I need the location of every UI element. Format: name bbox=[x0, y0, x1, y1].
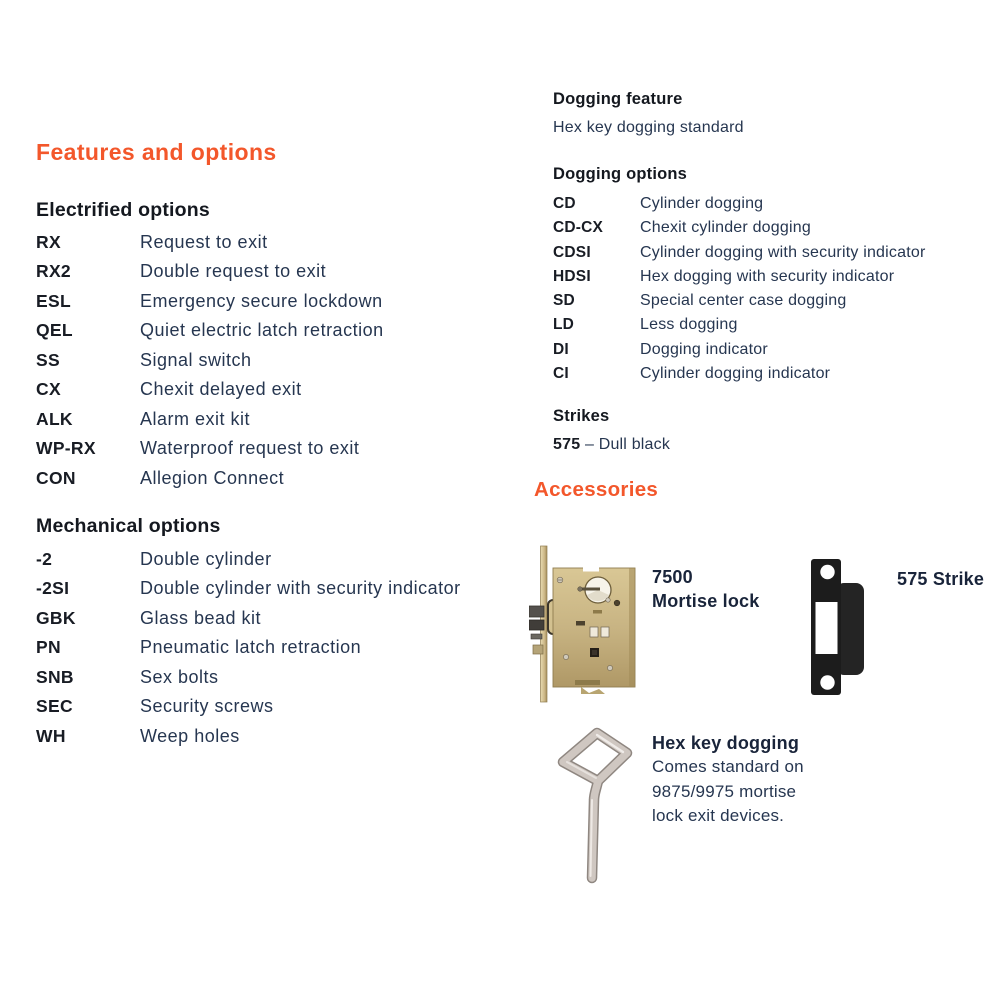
term: CI bbox=[553, 365, 569, 383]
description: Pneumatic latch retraction bbox=[140, 637, 362, 658]
dogging-options-table bbox=[553, 194, 993, 388]
description: Double cylinder bbox=[140, 549, 272, 569]
description: Dogging indicator bbox=[640, 340, 768, 358]
section-heading-electrified-options: Electrified options bbox=[36, 199, 210, 221]
term: WH bbox=[36, 725, 66, 746]
description: Hex dogging with security indicator bbox=[640, 267, 895, 285]
hex-key-caption-line2: 9875/9975 mortise bbox=[652, 781, 797, 801]
term: CD-CX bbox=[553, 219, 604, 237]
term: WP-RX bbox=[36, 438, 96, 459]
description: Double request to exit bbox=[140, 261, 327, 282]
electrified-options-table bbox=[36, 231, 536, 496]
description: Double cylinder with security indicator bbox=[140, 578, 461, 599]
description: Glass bead kit bbox=[140, 607, 262, 628]
term: CX bbox=[36, 379, 61, 400]
term: CON bbox=[36, 467, 76, 488]
strike-finish-line bbox=[553, 436, 670, 454]
description: Signal switch bbox=[140, 349, 252, 370]
section-heading-dogging-feature: Dogging feature bbox=[553, 90, 683, 108]
description: Chexit delayed exit bbox=[140, 379, 302, 400]
term: PN bbox=[36, 637, 61, 658]
description: Emergency secure lockdown bbox=[140, 290, 383, 311]
description: Security screws bbox=[140, 696, 274, 717]
term: RX bbox=[36, 232, 61, 252]
mortise-lock-image bbox=[529, 542, 641, 705]
description: Sex bolts bbox=[140, 666, 219, 687]
term: ALK bbox=[36, 408, 73, 429]
strike-code: 575 bbox=[553, 436, 581, 453]
description: Waterproof request to exit bbox=[140, 438, 360, 459]
description: Allegion Connect bbox=[140, 467, 285, 488]
description: Special center case dogging bbox=[640, 292, 847, 310]
term: QEL bbox=[36, 320, 73, 341]
term: -2 bbox=[36, 549, 53, 569]
page-title: Features and options bbox=[36, 139, 277, 165]
term: GBK bbox=[36, 607, 76, 628]
hex-key-caption-heading: Hex key dogging bbox=[652, 733, 800, 753]
term: RX2 bbox=[36, 261, 71, 282]
mortise-lock-caption-line1: 7500 bbox=[652, 567, 693, 587]
term: -2SI bbox=[36, 578, 70, 599]
term: CDSI bbox=[553, 243, 591, 261]
section-heading-dogging-options: Dogging options bbox=[553, 165, 688, 183]
strike-desc: – Dull black bbox=[584, 436, 671, 453]
term: HDSI bbox=[553, 267, 591, 285]
mortise-lock-caption-line2: Mortise lock bbox=[652, 591, 760, 611]
term: SS bbox=[36, 349, 60, 370]
term: ESL bbox=[36, 290, 71, 311]
term: SEC bbox=[36, 696, 73, 717]
mechanical-options-table bbox=[36, 548, 536, 754]
term: LD bbox=[553, 316, 575, 334]
description: Weep holes bbox=[140, 725, 240, 746]
term: SD bbox=[553, 292, 575, 310]
strike-plate-image bbox=[808, 556, 868, 698]
section-heading-strikes: Strikes bbox=[553, 407, 610, 425]
description: Request to exit bbox=[140, 232, 268, 252]
description: Cylinder dogging indicator bbox=[640, 365, 831, 383]
term: CD bbox=[553, 195, 576, 212]
hex-key-caption bbox=[652, 731, 804, 829]
section-heading-accessories: Accessories bbox=[534, 478, 659, 501]
section-heading-mechanical-options: Mechanical options bbox=[36, 515, 221, 537]
description: Less dogging bbox=[640, 316, 738, 334]
description: Chexit cylinder dogging bbox=[640, 219, 811, 237]
hex-key-caption-line3: lock exit devices. bbox=[652, 806, 785, 825]
mortise-lock-caption bbox=[652, 565, 759, 613]
description: Quiet electric latch retraction bbox=[140, 320, 384, 341]
description: Cylinder dogging with security indicator bbox=[640, 243, 926, 261]
hex-key-image bbox=[548, 722, 643, 890]
strike-plate-caption: 575 Strike bbox=[897, 569, 985, 589]
term: DI bbox=[553, 340, 569, 358]
hex-key-caption-line1: Comes standard on bbox=[652, 757, 804, 776]
description: Cylinder dogging bbox=[640, 195, 764, 212]
term: SNB bbox=[36, 666, 74, 687]
dogging-feature-text: Hex key dogging standard bbox=[553, 119, 744, 136]
description: Alarm exit kit bbox=[140, 408, 251, 429]
